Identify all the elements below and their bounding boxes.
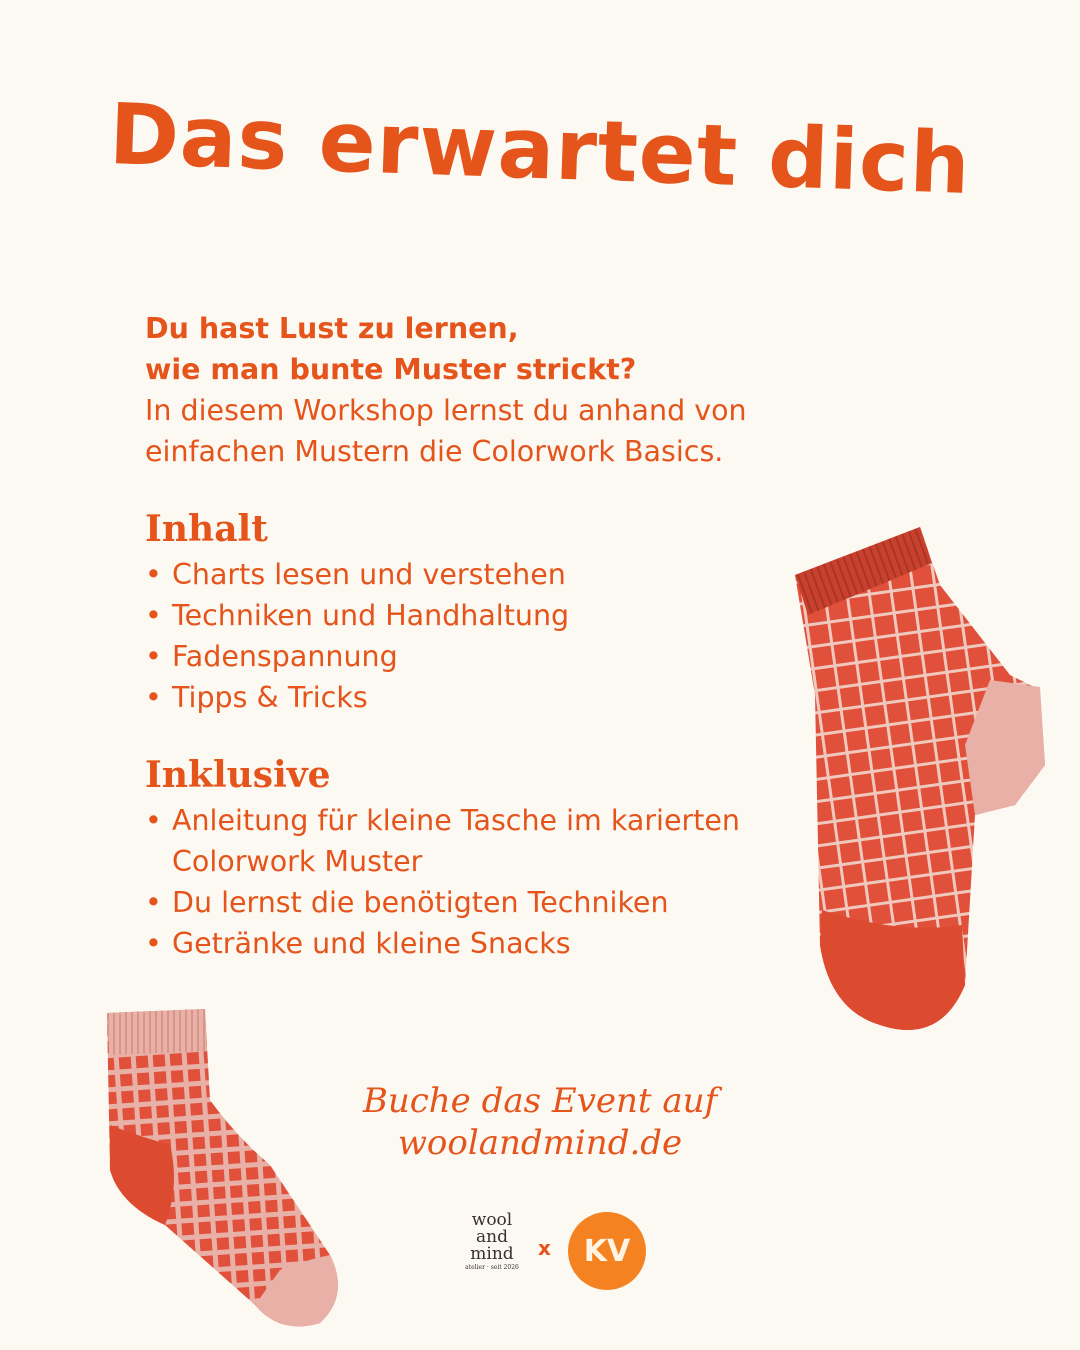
list-item: • Getränke und kleine Snacks: [145, 923, 825, 964]
logo-subtitle: atelier · seit 2026: [465, 1264, 519, 1271]
cta-website-link[interactable]: woolandmind.de: [397, 1123, 683, 1163]
intro-description-line1: In diesem Workshop lernst du anhand von: [145, 394, 747, 427]
intro-question-line1: Du hast Lust zu lernen,: [145, 312, 519, 345]
logo-word: wool: [471, 1210, 513, 1230]
kv-logo: KV: [568, 1212, 646, 1290]
list-item: • Techniken und Handhaltung: [145, 595, 825, 636]
inhalt-heading: Inhalt: [145, 508, 268, 550]
sock-image-small: [95, 1005, 355, 1335]
list-item: • Charts lesen und verstehen: [145, 554, 825, 595]
logo-word: and: [476, 1227, 508, 1247]
sock-image-large: [790, 515, 1060, 1045]
page-title: Das erwartet dich: [107, 84, 973, 214]
inhalt-list: [145, 554, 825, 718]
inklusive-heading: Inklusive: [145, 754, 331, 796]
list-item: • Du lernst die benötigten Techniken: [145, 882, 825, 923]
cta-line1: Buche das Event auf: [362, 1081, 718, 1121]
logo-separator: x: [538, 1236, 551, 1260]
inklusive-list: [145, 800, 825, 964]
list-item: • Fadenspannung: [145, 636, 825, 677]
list-item: • Tipps & Tricks: [145, 677, 825, 718]
wool-and-mind-logo: [460, 1212, 524, 1273]
intro-description-line2: einfachen Mustern die Colorwork Basics.: [145, 435, 724, 468]
intro-question-line2: wie man bunte Muster strickt?: [145, 353, 637, 386]
logo-word: mind: [470, 1244, 514, 1264]
intro-text: [145, 308, 865, 472]
call-to-action: [300, 1080, 780, 1164]
partner-logos: [460, 1212, 660, 1292]
list-item: • Anleitung für kleine Tasche im karierten Colorwork Muster: [145, 800, 825, 882]
